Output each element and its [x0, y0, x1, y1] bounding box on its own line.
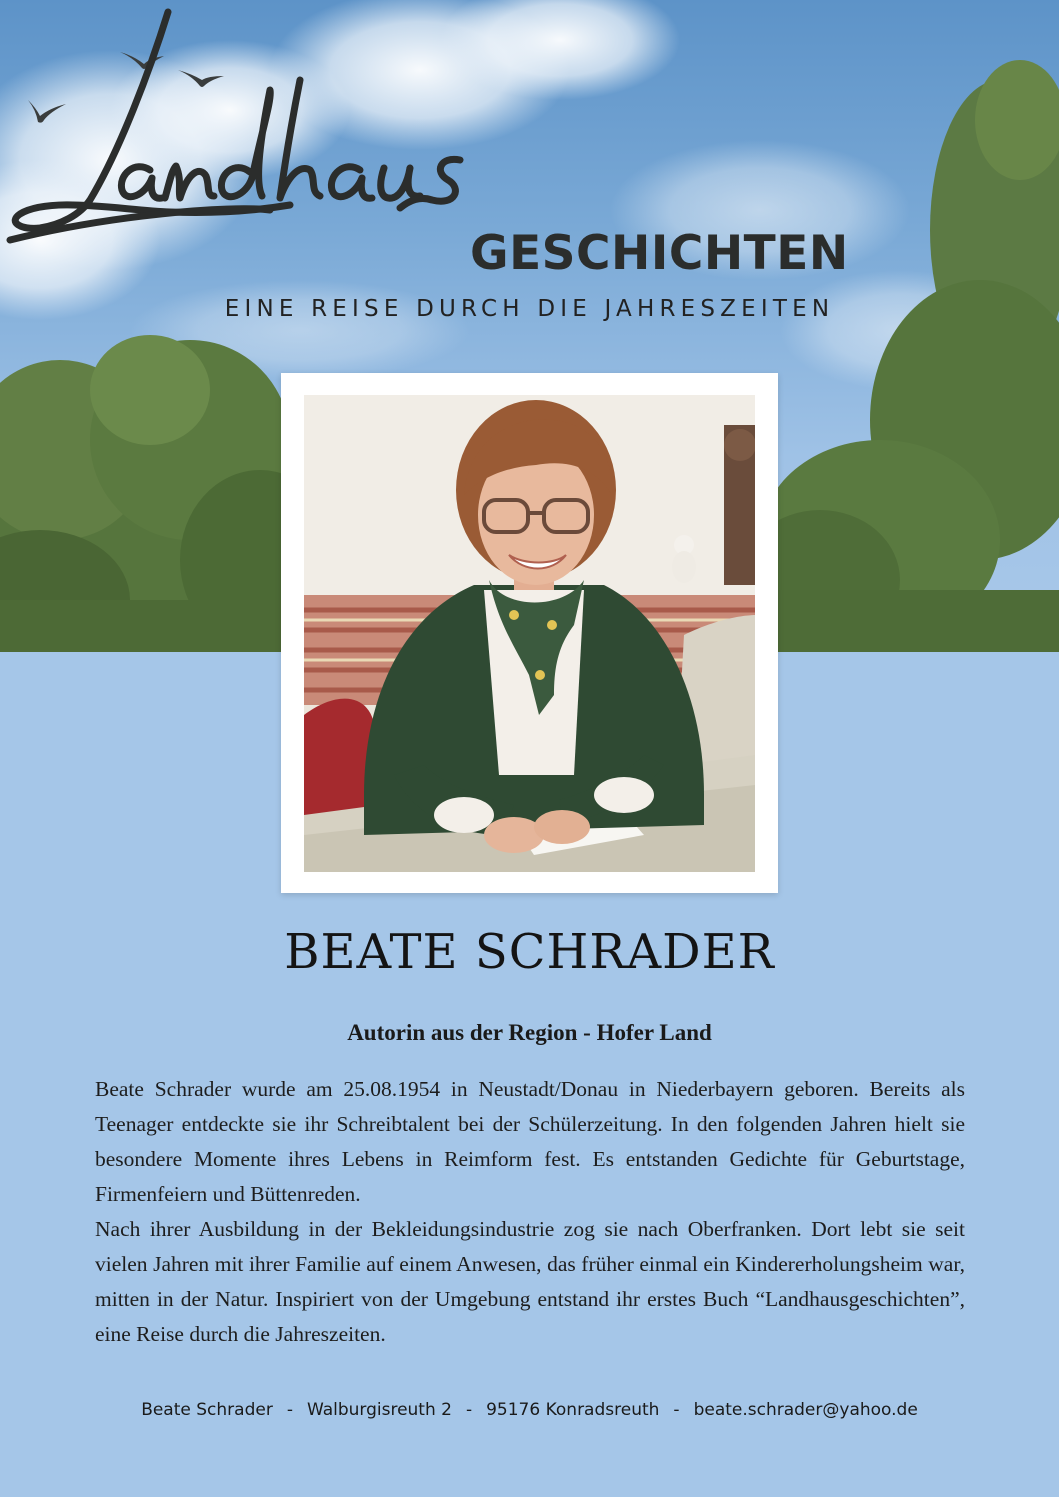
photo-frame: [281, 373, 778, 893]
bio-paragraph-2: Nach ihrer Ausbildung in der Bekleidungsindustrie zog sie nach Oberfranken. Dort lebt sie seit vielen Jahren mit ihrer Familie auf einem Anwesen, das früher einmal ein Kindererholungsheim war, mitten in der Natur. Inspiriert von der Umgebung entstand ihr erstes Buch “Landhausgeschichten”, eine Reise durch die Jahreszeiten.: [95, 1217, 965, 1346]
contact-separator: -: [286, 1400, 293, 1420]
author-name: BEATE SCHRADER: [284, 924, 775, 980]
portrait-illustration: [304, 395, 755, 872]
landhaus-script-logo: [0, 0, 560, 250]
contact-separator: -: [673, 1400, 680, 1420]
title-geschichten: GESCHICHTEN: [470, 226, 849, 281]
contact-footer: [0, 1400, 1059, 1420]
contact-city: 95176 Konradsreuth: [486, 1400, 660, 1420]
author-role: Autorin aus der Region - Hofer Land: [347, 1020, 712, 1045]
bio-paragraph-1: Beate Schrader wurde am 25.08.1954 in Neustadt/Donau in Niederbayern geboren. Bereits als Teenager entdeckte sie ihr Schreibtalent bei der Schülerzeitung. In den folgenden Jahren hielt sie besondere Momente ihres Lebens in Reimform fest. Es entstanden Gedichte für Geburtstage, Firmenfeiern und Büttenreden.: [95, 1077, 965, 1206]
contact-name: Beate Schrader: [141, 1400, 273, 1420]
author-portrait-photo: [304, 395, 755, 872]
contact-street: Walburgisreuth 2: [306, 1400, 452, 1420]
author-biography: [95, 1072, 965, 1352]
contact-email-link[interactable]: beate.schrader@yahoo.de: [693, 1400, 918, 1420]
contact-separator: -: [465, 1400, 473, 1420]
tagline: EINE REISE DURCH DIE JAHRESZEITEN: [224, 296, 835, 322]
